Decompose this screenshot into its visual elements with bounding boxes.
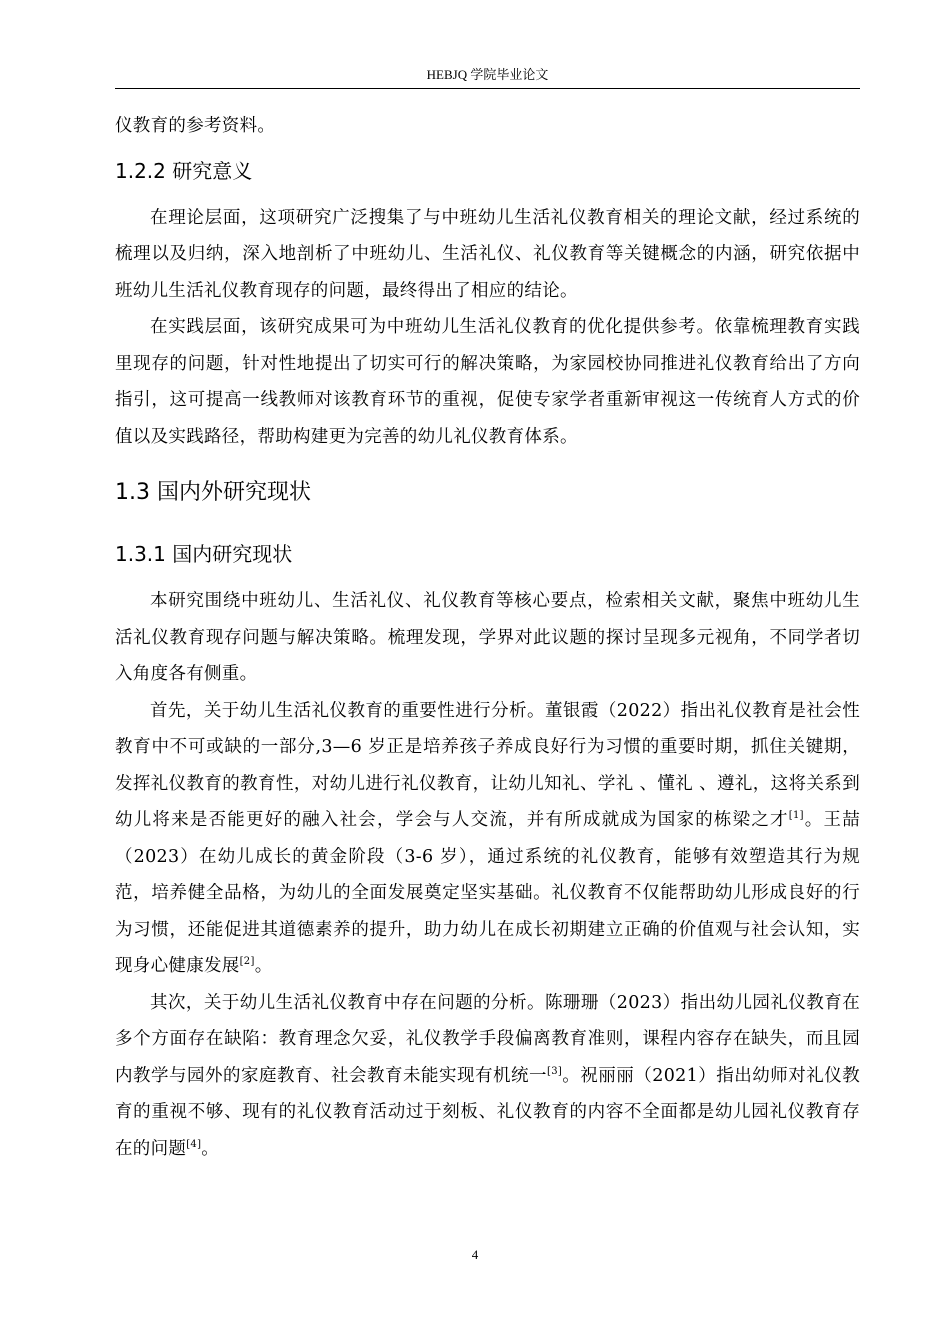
paragraph-problems-text-a: 其次，关于幼儿生活礼仪教育中存在问题的分析。陈珊珊（2023）指出幼儿园礼仪教育在多个方面存在缺陷：教育理念欠妥，礼仪教学手段偏离教育准则，课程内容存在缺失，而且园内教学与园外的家庭教育、社会教育未能实现有机统一 <box>115 992 860 1086</box>
citation-4: [4] <box>186 1138 202 1150</box>
page-body <box>115 108 860 1167</box>
header-title: HEBJQ 学院毕业论文 <box>426 67 549 82</box>
paragraph-practice: 在实践层面，该研究成果可为中班幼儿生活礼仪教育的优化提供参考。依靠梳理教育实践里现存的问题，针对性地提出了切实可行的解决策略，为家园校协同推进礼仪教育给出了方向指引，这可提高一线教师对该教育环节的重视，促使专家学者重新审视这一传统育人方式的价值以及实践路径，帮助构建更为完善的幼儿礼仪教育体系。 <box>115 317 860 447</box>
paragraph-importance <box>115 693 860 985</box>
paragraph-theory: 在理论层面，这项研究广泛搜集了与中班幼儿生活礼仪教育相关的理论文献，经过系统的梳理以及归纳，深入地剖析了中班幼儿、生活礼仪、礼仪教育等关键概念的内涵，研究依据中班幼儿生活礼仪教育现存的问题，最终得出了相应的结论。 <box>115 207 860 301</box>
paragraph-overview: 本研究围绕中班幼儿、生活礼仪、礼仪教育等核心要点，检索相关文献，聚焦中班幼儿生活礼仪教育现存问题与解决策略。梳理发现，学界对此议题的探讨呈现多元视角，不同学者切入角度各有侧重。 <box>115 591 860 684</box>
citation-3: [3] <box>547 1065 563 1077</box>
continued-paragraph: 仪教育的参考资料。 <box>115 116 276 136</box>
paragraph-problems-text-b: 。祝丽丽（2021）指出幼师对礼仪教育的重视不够、现有的礼仪教育活动过于刻板、礼仪教育的内容不全面都是幼儿园礼仪教育存在的问题 <box>115 1065 861 1159</box>
page-number: 4 <box>471 1247 479 1262</box>
section-heading-1-2-2: 1.2.2 研究意义 <box>115 158 253 183</box>
paragraph-problems-text-c: 。 <box>201 1138 220 1159</box>
paragraph-problems <box>115 985 860 1168</box>
paragraph-importance-text-c: 。 <box>254 956 273 976</box>
paragraph-importance-text-b: 。王喆（2023）在幼儿成长的黄金阶段（3-6 岁），通过系统的礼仪教育，能够有效塑造其行为规范，培养健全品格，为幼儿的全面发展奠定坚实基础。礼仪教育不仅能帮助幼儿形成良好的行为习惯，还能促进其道德素养的提升，助力幼儿在成长初期建立正确的价值观与社会认知，实现身心健康发展 <box>115 810 861 976</box>
section-heading-1-3-1: 1.3.1 国内研究现状 <box>115 542 293 566</box>
citation-2: [2] <box>239 956 255 968</box>
citation-1: [1] <box>788 810 804 822</box>
paragraph-importance-text-a: 首先，关于幼儿生活礼仪教育的重要性进行分析。董银霞（2022）指出礼仪教育是社会性教育中不可或缺的一部分,3—6 岁正是培养孩子养成良好行为习惯的重要时期，抓住关键期，发挥礼仪教育的教育性，对幼儿进行礼仪教育，让幼儿知礼、学礼 、懂礼 、遵礼，这将关系到幼儿将来是否能更好的融入社会，学会与人交流，并有所成就成为国家的栋梁之才 <box>115 700 860 830</box>
page-header <box>115 62 860 89</box>
section-heading-1-3: 1.3 国内外研究现状 <box>115 480 311 505</box>
